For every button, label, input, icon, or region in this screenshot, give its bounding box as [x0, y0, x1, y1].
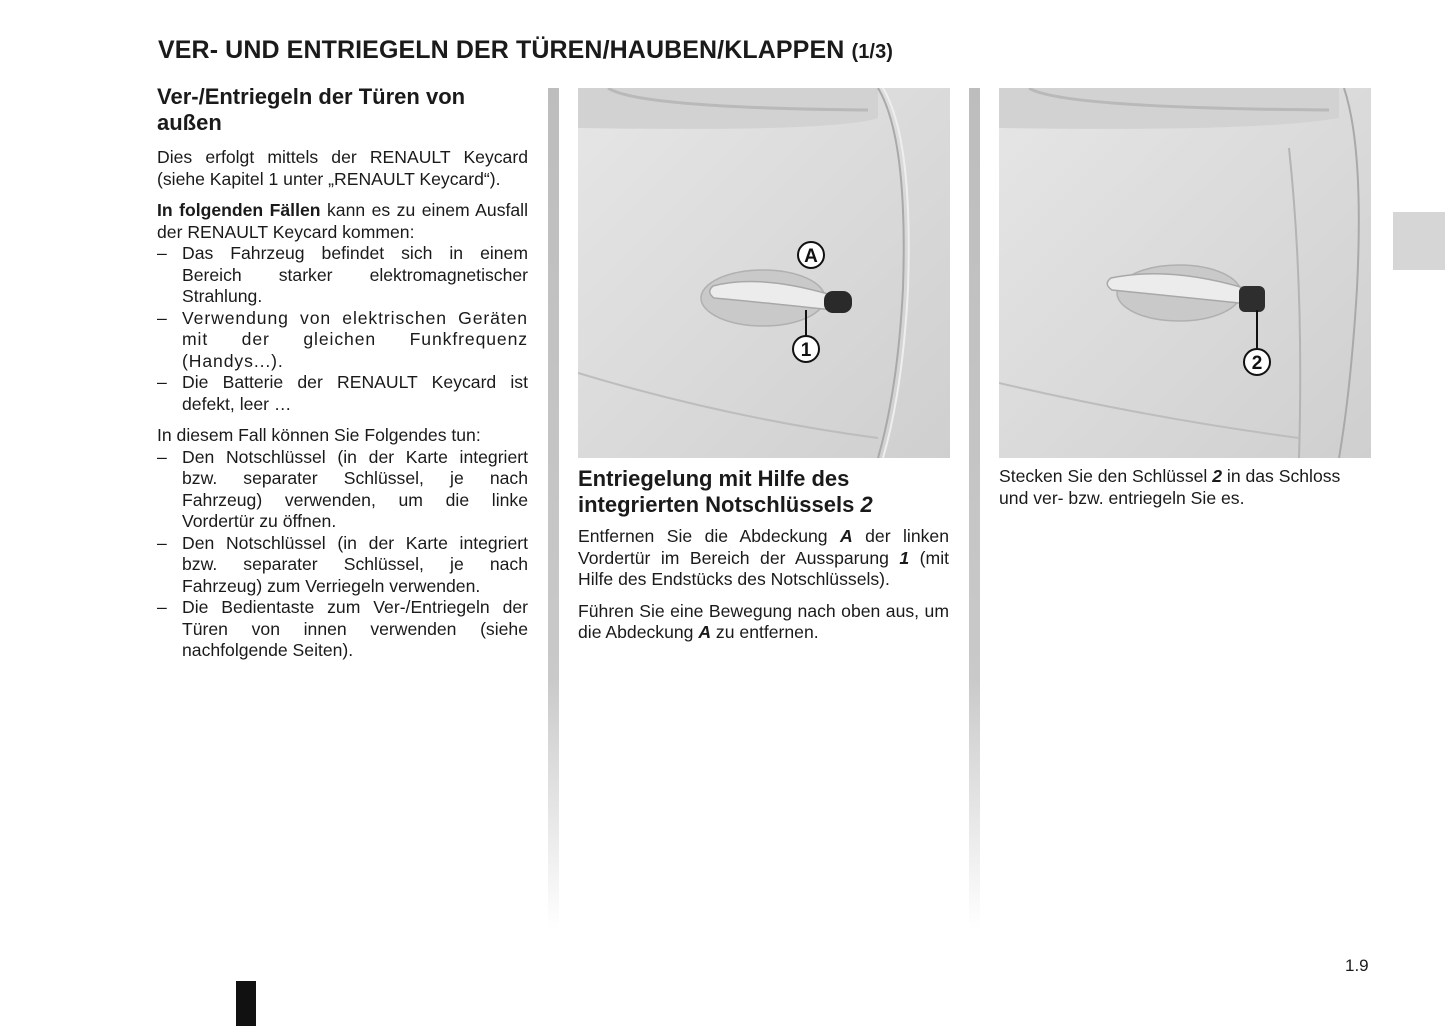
actions-list	[157, 447, 528, 662]
list-item: – Das Fahrzeug befindet sich in einem Bereich starker elektromagnetischer Strahlung.	[157, 243, 528, 308]
door-handle-photo-b	[999, 88, 1371, 458]
left-column	[157, 84, 528, 662]
text-run: in das Schloss und ver- bzw. entriegeln Sie es.	[999, 466, 1341, 508]
list-item: – Den Notschlüssel (in der Karte integriert bzw. separater Schlüssel, je nach Fahrzeug) zum Verriegeln verwenden.	[157, 533, 528, 598]
text-run: Entfernen Sie die Abdeckung	[578, 526, 840, 546]
paragraph-insert-key	[999, 466, 1371, 509]
door-handle-photo-a	[578, 88, 950, 458]
right-column	[999, 466, 1371, 509]
list-item: – Die Batterie der RENAULT Keycard ist defekt, leer …	[157, 372, 528, 415]
cases-lead-bold: In folgenden Fällen	[157, 200, 321, 220]
ref-1: 1	[899, 547, 910, 568]
paragraph-move-up	[578, 601, 949, 644]
title-part: (1/3)	[851, 41, 894, 63]
middle-column	[578, 466, 949, 644]
label-1: 1	[800, 340, 812, 361]
page-title	[158, 36, 893, 65]
title-text: VER- UND ENTRIEGELN DER TÜREN/HAUBEN/KLAPPEN	[158, 36, 845, 64]
ref-a: A	[840, 526, 853, 546]
column-separator	[548, 88, 559, 930]
paragraph-remove-cover	[578, 526, 949, 591]
text-run: Stecken Sie den Schlüssel	[999, 466, 1213, 486]
label-a: A	[804, 246, 818, 267]
ref-a: A	[698, 622, 712, 642]
list-item: – Die Bedientaste zum Ver-/Entriegeln der Türen von innen verwenden (siehe nachfolgende Seiten).	[157, 597, 528, 662]
section-heading-outside: Ver-/Entriegeln der Türen von außen	[157, 84, 466, 135]
cases-list	[157, 243, 528, 415]
chapter-tab	[1393, 212, 1445, 270]
heading-ref: 2	[860, 492, 873, 517]
text-run: der linken Vordertür im Bereich der Aussparung	[578, 526, 949, 568]
cases-lead-rest: kann es zu einem Ausfall der RENAULT Keycard kommen:	[157, 200, 528, 242]
door-handle-illustration-b	[999, 88, 1371, 458]
cases-lead	[157, 200, 528, 243]
list-item: – Verwendung von elektrischen Geräten mit der gleichen Funkfrequenz (Handys...).	[157, 308, 528, 373]
heading-text: Entriegelung mit Hilfe des integrierten Notschlüssels	[578, 466, 855, 517]
page-number: 1.9	[1345, 956, 1369, 975]
section-heading-emergency-key	[578, 466, 949, 518]
list-item: – Den Notschlüssel (in der Karte integriert bzw. separater Schlüssel, je nach Fahrzeug) verwenden, um die linke Vordertür zu öffnen.	[157, 447, 528, 533]
text-run: (mit Hilfe des Endstücks des Notschlüssels).	[578, 547, 949, 589]
intro-paragraph: Dies erfolgt mittels der RENAULT Keycard (siehe Kapitel 1 unter „RENAULT Keycard“).	[157, 147, 528, 189]
ref-2: 2	[1212, 466, 1223, 486]
door-handle-illustration-a	[578, 88, 950, 458]
label-2: 2	[1251, 353, 1263, 374]
actions-lead: In diesem Fall können Sie Folgendes tun:	[157, 425, 481, 445]
text-run: zu entfernen.	[711, 622, 819, 642]
print-mark	[236, 981, 256, 1026]
column-separator	[969, 88, 980, 930]
text-run: Führen Sie eine Bewegung nach oben aus, um die Abdeckung	[578, 600, 949, 642]
